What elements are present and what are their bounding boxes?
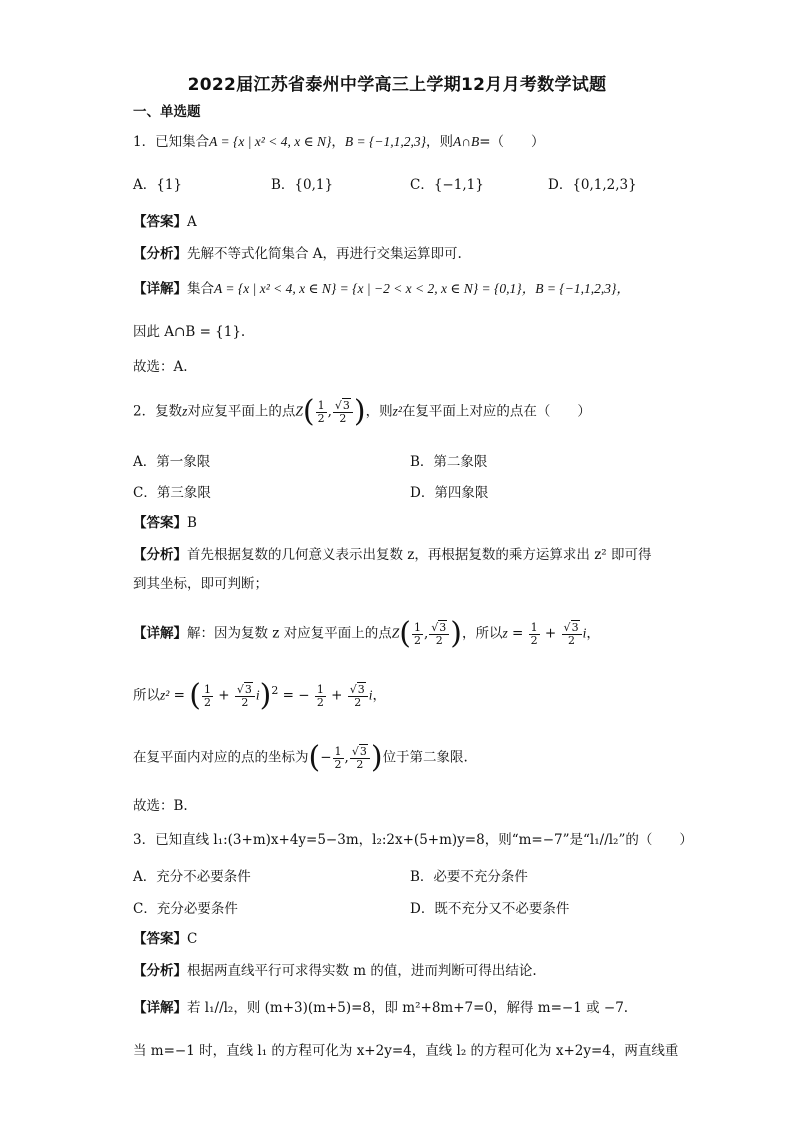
q3-option-d: D．既不充分又不必要条件 (410, 901, 570, 917)
q2-analysis-line-1: 【分析】首先根据复数的几何意义表示出复数 z，再根据复数的乘方运算求出 z² 即可得 (133, 547, 652, 563)
q1-option-b: B．{0,1} (271, 177, 334, 193)
question-2-stem: 2．复数z对应复平面上的点Z( $\frac{1}{2}$ , $\frac{√3}{2}$ )，则z²在复平面上对应的点在（ ） (133, 394, 591, 429)
q1-answer: 【答案】A (133, 214, 197, 230)
q2-choose: 故选：B. (133, 798, 188, 814)
q1-choose: 故选：A. (133, 359, 188, 375)
q1-conclusion: 因此 A∩B = {1}. (133, 324, 246, 340)
q2-answer: 【答案】B (133, 515, 197, 531)
q2-option-d: D．第四象限 (410, 485, 489, 501)
q2-detail-line-3: 在复平面内对应的点的坐标为(− $\frac{1}{2}$ , $\frac{√3}{2}$ )位于第二象限. (133, 740, 468, 775)
q1-detail: 【详解】集合A = {x | x² < 4, x ∈ N} = {x | −2 < x < 2, x ∈ N} = {0,1}，B = {−1,1,2,3}， (133, 281, 630, 297)
q3-analysis: 【分析】根据两直线平行可求得实数 m 的值，进而判断可得出结论. (133, 963, 537, 979)
q1-option-c: C．{−1,1} (410, 177, 484, 193)
page-title: 2022届江苏省泰州中学高三上学期12月月考数学试题 (187, 75, 607, 95)
question-1-stem: 1．已知集合A = {x | x² < 4, x ∈ N}，B = {−1,1,2,3}，则A∩B=（ ） (133, 134, 545, 150)
q2-detail-line-2: 所以z² = ( $\frac{1}{2}$ + $\frac{√3}{2}$ i)$^2$ = − $\frac{1}{2}$ + $\frac{√3}{2}$ i， (133, 678, 387, 713)
q2-option-c: C．第三象限 (133, 485, 211, 501)
q2-detail-line-1: 【详解】解：因为复数 z 对应复平面上的点Z( $\frac{1}{2}$ , $\frac{√3}{2}$ )，所以z = $\frac{1}{2}$ + $\frac{√3}{2}$ i， (133, 616, 600, 651)
q2-analysis-line-2: 到其坐标，即可判断； (133, 576, 268, 592)
q2-option-a: A．第一象限 (133, 454, 211, 470)
q3-detail-continued: 当 m=−1 时，直线 l₁ 的方程可化为 x+2y=4，直线 l₂ 的方程可化为 x+2y=4，两直线重 (133, 1043, 679, 1059)
q1-analysis: 【分析】先解不等式化简集合 A，再进行交集运算即可. (133, 246, 462, 262)
q1-option-a: A．{1} (133, 177, 183, 193)
q3-detail: 【详解】若 l₁//l₂，则 (m+3)(m+5)=8，即 m²+8m+7=0，解得 m=−1 或 −7. (133, 1000, 629, 1016)
q3-option-c: C．充分必要条件 (133, 901, 238, 917)
q2-option-b: B．第二象限 (410, 454, 488, 470)
question-3-stem: 3．已知直线 l₁:(3+m)x+4y=5−3m，l₂:2x+(5+m)y=8，则“m=−7”是“l₁//l₂”的（ ） (133, 832, 693, 848)
q3-option-a: A．充分不必要条件 (133, 869, 251, 885)
q3-option-b: B．必要不充分条件 (410, 869, 528, 885)
q1-option-d: D．{0,1,2,3} (548, 177, 637, 193)
section-heading: 一、单选题 (133, 104, 201, 120)
q3-answer: 【答案】C (133, 931, 198, 947)
